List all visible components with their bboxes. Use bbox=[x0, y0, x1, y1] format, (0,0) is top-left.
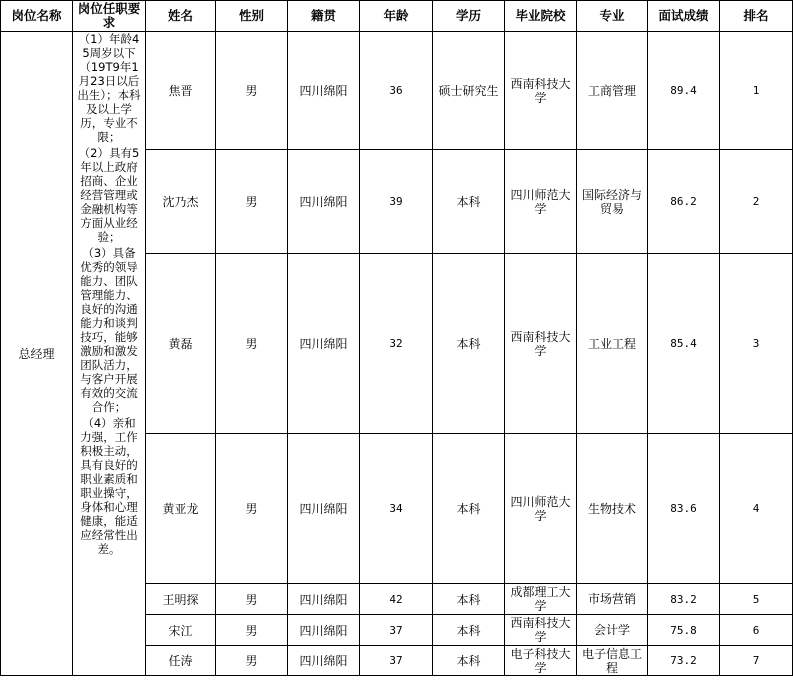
score-cell: 73.2 bbox=[648, 646, 720, 676]
score-cell: 85.4 bbox=[648, 254, 720, 434]
school-cell: 四川师范大学 bbox=[505, 150, 577, 254]
age-cell: 36 bbox=[360, 32, 433, 150]
header-origin: 籍贯 bbox=[288, 1, 360, 32]
header-position: 岗位名称 bbox=[1, 1, 73, 32]
score-cell: 83.6 bbox=[648, 434, 720, 584]
header-row bbox=[1, 1, 793, 32]
school-cell: 电子科技大学 bbox=[505, 646, 577, 676]
rank-cell: 2 bbox=[720, 150, 793, 254]
gender-cell: 男 bbox=[216, 584, 288, 615]
gender-cell: 男 bbox=[216, 434, 288, 584]
rank-cell: 3 bbox=[720, 254, 793, 434]
school-cell: 四川师范大学 bbox=[505, 434, 577, 584]
gender-cell: 男 bbox=[216, 646, 288, 676]
name-cell: 任涛 bbox=[146, 646, 216, 676]
education-cell: 本科 bbox=[433, 584, 505, 615]
header-age: 年龄 bbox=[360, 1, 433, 32]
age-cell: 37 bbox=[360, 646, 433, 676]
education-cell: 本科 bbox=[433, 254, 505, 434]
origin-cell: 四川绵阳 bbox=[288, 646, 360, 676]
gender-cell: 男 bbox=[216, 615, 288, 646]
name-cell: 宋江 bbox=[146, 615, 216, 646]
score-cell: 86.2 bbox=[648, 150, 720, 254]
rank-cell: 6 bbox=[720, 615, 793, 646]
school-cell: 西南科技大学 bbox=[505, 254, 577, 434]
origin-cell: 四川绵阳 bbox=[288, 584, 360, 615]
header-school: 毕业院校 bbox=[505, 1, 577, 32]
education-cell: 本科 bbox=[433, 646, 505, 676]
score-cell: 83.2 bbox=[648, 584, 720, 615]
name-cell: 焦晋 bbox=[146, 32, 216, 150]
origin-cell: 四川绵阳 bbox=[288, 150, 360, 254]
header-requirements: 岗位任职要求 bbox=[73, 1, 146, 32]
name-cell: 王明探 bbox=[146, 584, 216, 615]
rank-cell: 4 bbox=[720, 434, 793, 584]
header-education: 学历 bbox=[433, 1, 505, 32]
requirement-item: （4）亲和力强，工作积极主动，具有良好的职业素质和职业操守，身体和心理健康，能适应经常性出差。 bbox=[80, 416, 138, 556]
education-cell: 本科 bbox=[433, 615, 505, 646]
requirement-item: （2）具有5年以上政府招商、企业经营管理或金融机构等方面从业经验； bbox=[78, 146, 140, 244]
education-cell: 硕士研究生 bbox=[433, 32, 505, 150]
rank-cell: 7 bbox=[720, 646, 793, 676]
name-cell: 沈乃杰 bbox=[146, 150, 216, 254]
header-name: 姓名 bbox=[146, 1, 216, 32]
major-cell: 会计学 bbox=[577, 615, 648, 646]
origin-cell: 四川绵阳 bbox=[288, 615, 360, 646]
requirements-cell bbox=[73, 32, 146, 676]
age-cell: 32 bbox=[360, 254, 433, 434]
education-cell: 本科 bbox=[433, 150, 505, 254]
education-cell: 本科 bbox=[433, 434, 505, 584]
school-cell: 西南科技大学 bbox=[505, 615, 577, 646]
name-cell: 黄亚龙 bbox=[146, 434, 216, 584]
age-cell: 42 bbox=[360, 584, 433, 615]
gender-cell: 男 bbox=[216, 32, 288, 150]
origin-cell: 四川绵阳 bbox=[288, 32, 360, 150]
name-cell: 黄磊 bbox=[146, 254, 216, 434]
gender-cell: 男 bbox=[216, 254, 288, 434]
age-cell: 37 bbox=[360, 615, 433, 646]
requirement-item: （3）具备优秀的领导能力、团队管理能力、良好的沟通能力和谈判技巧，能够激励和激发团队活力，与客户开展有效的交流合作； bbox=[80, 246, 138, 414]
score-cell: 75.8 bbox=[648, 615, 720, 646]
major-cell: 生物技术 bbox=[577, 434, 648, 584]
gender-cell: 男 bbox=[216, 150, 288, 254]
score-cell: 89.4 bbox=[648, 32, 720, 150]
rank-cell: 5 bbox=[720, 584, 793, 615]
major-cell: 国际经济与贸易 bbox=[577, 150, 648, 254]
age-cell: 34 bbox=[360, 434, 433, 584]
school-cell: 西南科技大学 bbox=[505, 32, 577, 150]
header-major: 专业 bbox=[577, 1, 648, 32]
header-rank: 排名 bbox=[720, 1, 793, 32]
origin-cell: 四川绵阳 bbox=[288, 254, 360, 434]
major-cell: 市场营销 bbox=[577, 584, 648, 615]
major-cell: 电子信息工程 bbox=[577, 646, 648, 676]
major-cell: 工业工程 bbox=[577, 254, 648, 434]
origin-cell: 四川绵阳 bbox=[288, 434, 360, 584]
table-row bbox=[1, 32, 793, 150]
rank-cell: 1 bbox=[720, 32, 793, 150]
major-cell: 工商管理 bbox=[577, 32, 648, 150]
header-gender: 性别 bbox=[216, 1, 288, 32]
age-cell: 39 bbox=[360, 150, 433, 254]
position-cell: 总经理 bbox=[1, 32, 73, 676]
header-score: 面试成绩 bbox=[648, 1, 720, 32]
school-cell: 成都理工大学 bbox=[505, 584, 577, 615]
requirement-item: （1）年龄45周岁以下（19T9年1月23日以后出生）；本科及以上学历，专业不限； bbox=[77, 32, 141, 144]
